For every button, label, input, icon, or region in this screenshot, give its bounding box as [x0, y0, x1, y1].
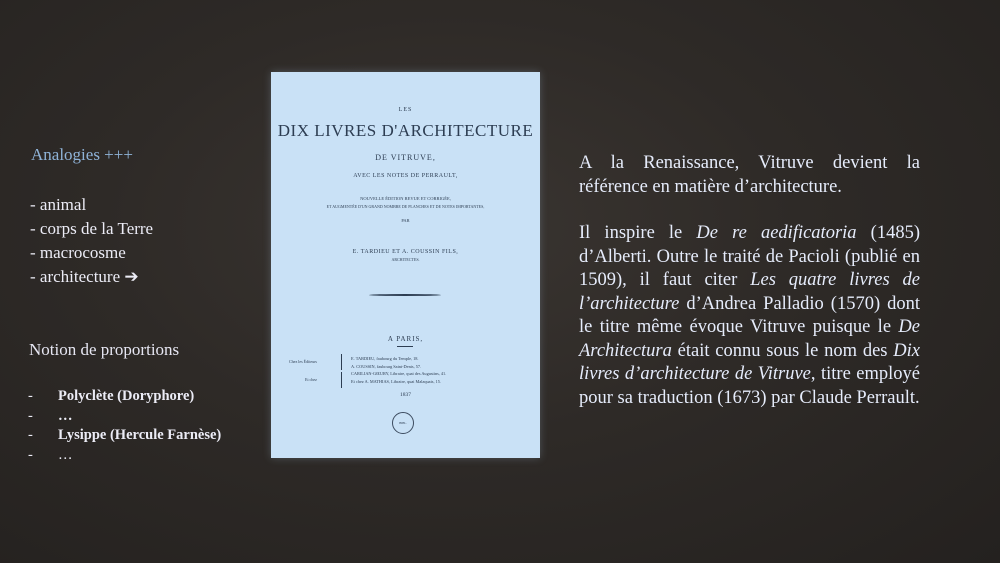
book-title-de-re-aedificatoria: De re aedificatoria — [696, 223, 857, 243]
divider — [397, 346, 413, 347]
list-text: Lysippe (Hercule Farnèse) — [58, 427, 222, 443]
library-stamp-icon: BIBL. — [392, 412, 414, 434]
brace — [341, 354, 342, 370]
body-text — [579, 152, 920, 410]
list-item: - corps de la Terre — [30, 219, 154, 238]
list-dash: - — [28, 427, 33, 443]
book-title-quatre-livres: Les quatre livres de l’architecture — [579, 270, 920, 314]
list-text: … — [58, 407, 73, 424]
list-item: - animal — [30, 195, 87, 214]
list-item — [28, 446, 221, 466]
book-title-page-image — [271, 72, 540, 458]
list-dash: - — [28, 407, 33, 424]
list-item — [28, 426, 221, 446]
list-dash: - — [28, 446, 33, 463]
list-dash: - — [28, 388, 33, 404]
list-item: - architecture ➔ — [30, 267, 139, 286]
book-les: LES — [398, 107, 413, 113]
book-subtitle: DE VITRUVE, — [375, 153, 436, 162]
book-authors: E. TARDIEU ET A. COUSSIN FILS, — [352, 249, 459, 255]
book-chez: Chez les Éditeurs — [289, 359, 317, 364]
book-etchez: Et chez — [305, 377, 317, 382]
ornamental-rule — [369, 294, 441, 296]
text-run: (1485) d’Alberti. Outre le traité de Pacioli (publié en 1509), il faut citer — [579, 223, 920, 290]
list-text: Polyclète (Doryphore) — [58, 388, 195, 404]
book-year: 1837 — [400, 392, 411, 398]
book-addresses — [351, 355, 521, 385]
address-line: CARILIAN-GŒURY, Libraire, quai des Augustins, 41. — [351, 371, 447, 377]
list-text: … — [58, 446, 73, 463]
text-run: , titre employé pour sa traduction (1673) par Claude Perrault. — [579, 364, 920, 408]
paragraph-renaissance: A la Renaissance, Vitruve devient la référence en matière d’architecture. — [579, 153, 920, 197]
book-title: DIX LIVRES D'ARCHITECTURE — [277, 121, 534, 140]
list-item — [28, 407, 221, 427]
analogies-title: Analogies +++ — [31, 145, 133, 164]
address-line: E. TARDIEU, faubourg du Temple, 18. — [351, 356, 419, 361]
proportions-title: Notion de proportions — [29, 340, 180, 359]
book-edition: NOUVELLE ÉDITION REVUE ET CORRIGÉE, — [360, 196, 451, 201]
proportions-list — [28, 387, 221, 465]
book-notes: AVEC LES NOTES DE PERRAULT, — [353, 173, 458, 179]
list-item — [28, 387, 221, 407]
book-title-dix-livres: Dix livres d’architecture de Vitruve — [579, 340, 920, 384]
book-architectes: ARCHITECTES. — [391, 257, 420, 262]
book-place: A PARIS, — [387, 335, 424, 343]
address-line: A. COUSSIN, faubourg Saint-Denis, 57. — [351, 363, 422, 369]
brace — [341, 372, 342, 388]
address-line: Et chez A. MATHIAS, Libraire, quai Malaquais, 15. — [351, 378, 441, 384]
text-run: était connu sous le nom des — [671, 340, 894, 361]
book-augmentee: ET AUGMENTÉE D'UN GRAND NOMBRE DE PLANCHES ET DE NOTES IMPORTANTES, — [326, 204, 485, 209]
list-item: - macrocosme — [30, 243, 126, 262]
text-run: d’Andrea Palladio (1570) dont le titre même évoque Vitruve puisque le — [579, 293, 920, 337]
paragraph-influence — [579, 222, 920, 410]
analogies-list — [30, 193, 153, 289]
text-run: Il inspire le — [579, 223, 697, 243]
book-par: PAR — [401, 218, 410, 223]
book-title-de-architectura: De Architectura — [579, 317, 920, 361]
